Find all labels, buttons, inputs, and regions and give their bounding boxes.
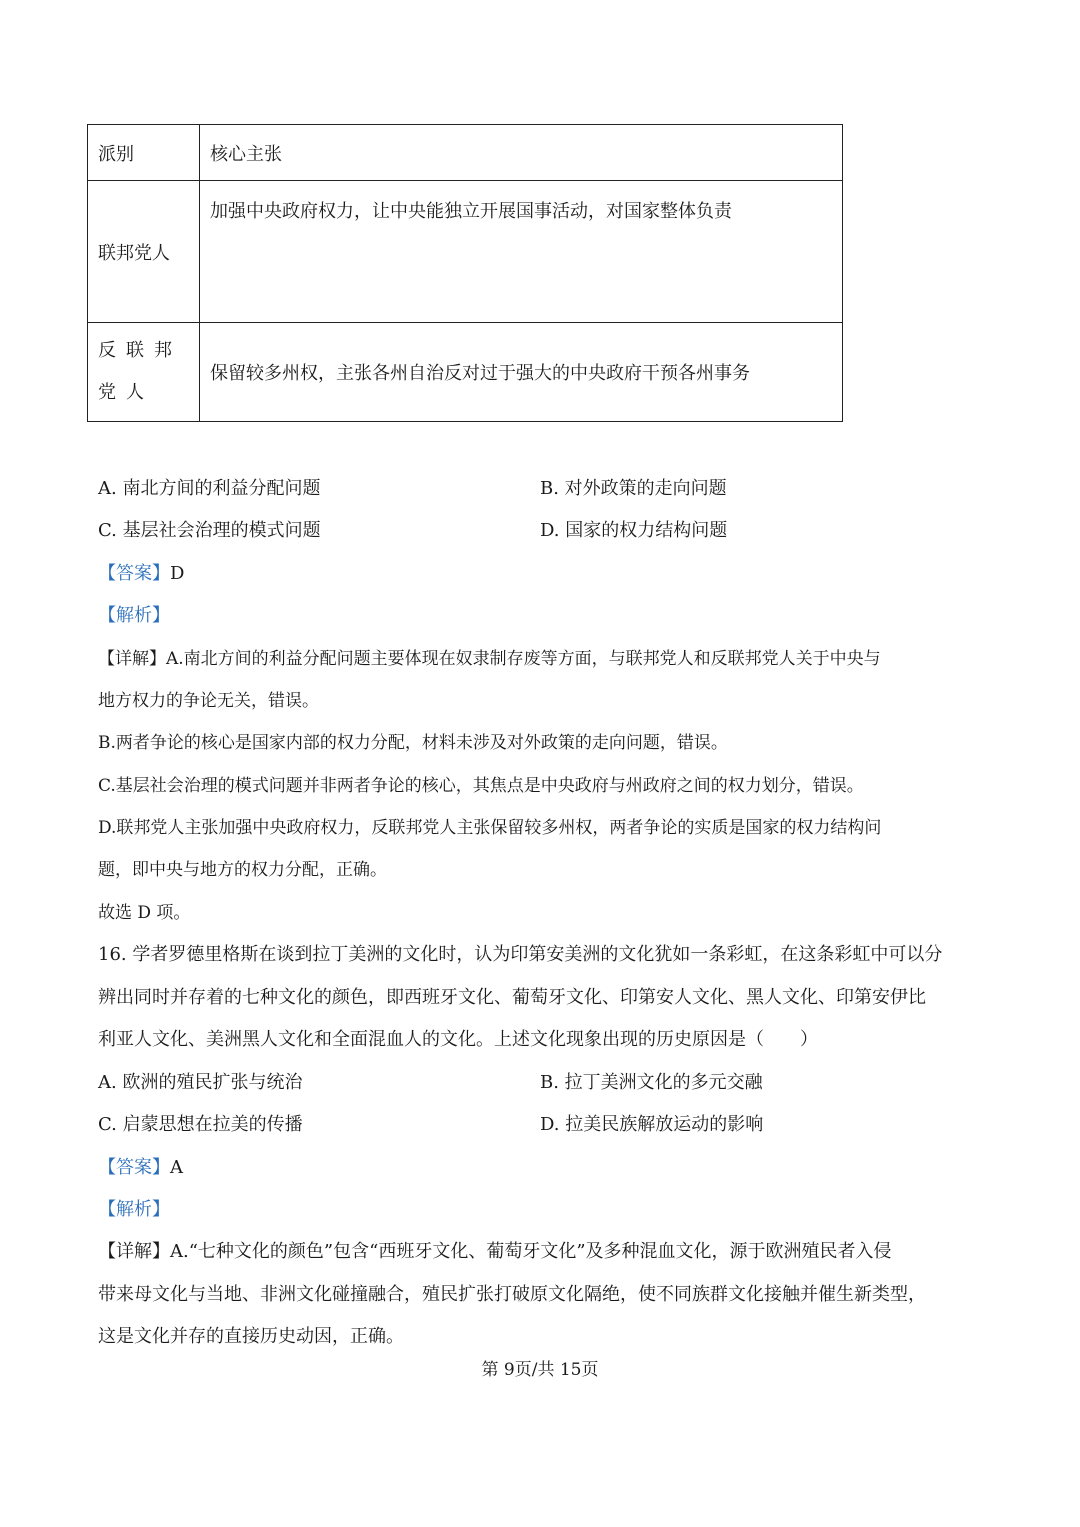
q15-option-c: C. 基层社会治理的模式问题: [98, 520, 321, 541]
table-row: [88, 181, 843, 323]
detail-label: 【详解】: [98, 649, 166, 669]
q15-detail-line: 题，即中央与地方的权力分配，正确。: [98, 860, 387, 880]
detail-text: A.“七种文化的颜色”包含“西班牙文化、葡萄牙文化”及多种混血文化，源于欧洲殖民者入侵: [170, 1241, 892, 1262]
q15-detail-line: C.基层社会治理的模式问题并非两者争论的核心，其焦点是中央政府与州政府之间的权力划分，错误。: [98, 776, 864, 796]
q15-option-d: D. 国家的权力结构问题: [540, 520, 728, 541]
claim-cell: 加强中央政府权力，让中央能独立开展国事活动，对国家整体负责: [200, 181, 843, 323]
q15-detail-line: D.联邦党人主张加强中央政府权力，反联邦党人主张保留较多州权，两者争论的实质是国家的权力结构问: [98, 818, 882, 838]
q15-detail-line: 地方权力的争论无关，错误。: [98, 691, 319, 711]
q15-detail-line: [98, 647, 881, 671]
q16-stem-line: 16. 学者罗德里格斯在谈到拉丁美洲的文化时，认为印第安美洲的文化犹如一条彩虹，在这条彩虹中可以分: [98, 944, 943, 965]
faction-cell: 反联邦党人: [88, 323, 200, 422]
q16-detail-line: [98, 1240, 892, 1264]
page-footer: 第 9页/共 15页: [481, 1360, 599, 1380]
answer-value: A: [170, 1157, 183, 1178]
answer-label: 【答案】: [98, 1157, 170, 1178]
q16-analysis-label: 【解析】: [98, 1199, 170, 1220]
table-row: [88, 323, 843, 422]
q16-answer: [98, 1156, 183, 1180]
answer-value: D: [170, 563, 185, 584]
q15-option-a: A. 南北方间的利益分配问题: [98, 478, 321, 499]
header-faction: 派别: [88, 125, 200, 181]
table-header-row: [88, 125, 843, 181]
header-claim: 核心主张: [200, 125, 843, 181]
q16-option-c: C. 启蒙思想在拉美的传播: [98, 1114, 303, 1135]
q15-answer: [98, 562, 184, 586]
q16-detail-line: 带来母文化与当地、非洲文化碰撞融合，殖民扩张打破原文化隔绝，使不同族群文化接触并催生新类型，: [98, 1284, 926, 1305]
faction-cell: 联邦党人: [88, 181, 200, 323]
claim-cell: 保留较多州权，主张各州自治反对过于强大的中央政府干预各州事务: [200, 323, 843, 422]
detail-text: A.南北方间的利益分配问题主要体现在奴隶制存废等方面，与联邦党人和反联邦党人关于中央与: [166, 649, 881, 669]
q16-detail-line: 这是文化并存的直接历史动因，正确。: [98, 1326, 404, 1347]
q16-stem-line: 辨出同时并存着的七种文化的颜色，即西班牙文化、葡萄牙文化、印第安人文化、黑人文化、印第安伊比: [98, 987, 926, 1008]
q16-option-d: D. 拉美民族解放运动的影响: [540, 1114, 764, 1135]
q16-option-b: B. 拉丁美洲文化的多元交融: [540, 1072, 763, 1093]
factions-table: [87, 124, 843, 422]
q15-conclusion: 故选 D 项。: [98, 903, 191, 923]
q15-detail-line: B.两者争论的核心是国家内部的权力分配，材料未涉及对外政策的走向问题，错误。: [98, 733, 728, 753]
q16-stem-line: 利亚人文化、美洲黑人文化和全面混血人的文化。上述文化现象出现的历史原因是（ ）: [98, 1029, 818, 1050]
q15-option-b: B. 对外政策的走向问题: [540, 478, 727, 499]
detail-label: 【详解】: [98, 1241, 170, 1262]
q16-option-a: A. 欧洲的殖民扩张与统治: [98, 1072, 303, 1093]
answer-label: 【答案】: [98, 563, 170, 584]
q15-analysis-label: 【解析】: [98, 605, 170, 626]
